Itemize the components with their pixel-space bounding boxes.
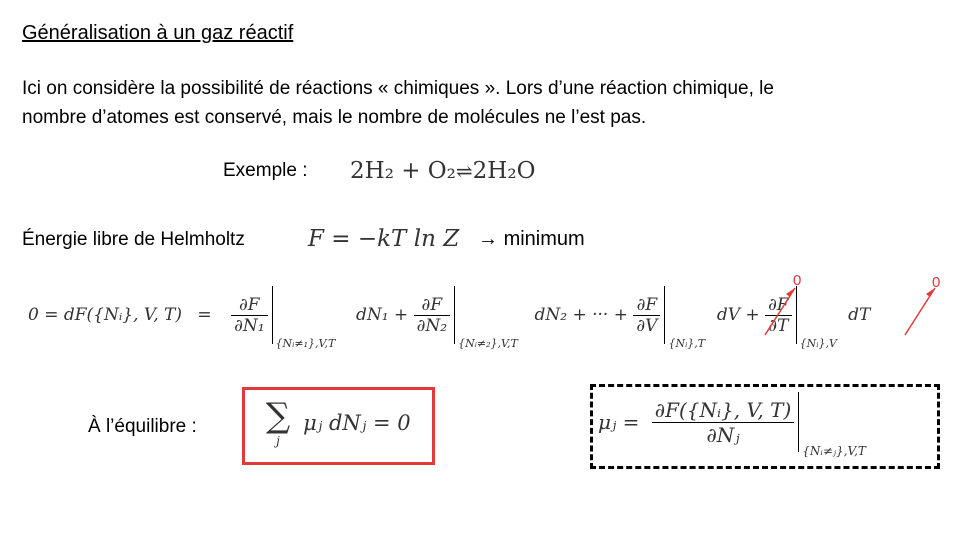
equilibrium-expression: μⱼ dNⱼ = 0	[303, 411, 411, 435]
term2-tail: dN₂ + ··· +	[534, 305, 628, 325]
zero-marker-dV: 0	[793, 272, 802, 289]
eval-bar-Nj: {Nᵢ≠ⱼ},V,T	[798, 392, 799, 452]
reaction-products: 2H₂O	[472, 158, 536, 184]
equals-sign: =	[197, 305, 212, 325]
equilibrium-formula	[262, 398, 411, 448]
term3-tail: dV +	[716, 305, 760, 325]
partial-F-T: $\frac{\partial F}{\partial T}$	[765, 295, 792, 336]
sum-symbol-icon: ∑	[265, 396, 291, 436]
arrowhead-dV-icon	[786, 288, 795, 297]
minimum-label: minimum	[503, 228, 585, 250]
sum-index: j	[276, 434, 280, 448]
eval-bar-T: {Nᵢ},V	[796, 286, 797, 344]
partial-F-V: $\frac{\partial F}{\partial V}$	[633, 295, 660, 336]
partial-F-Nj: $\frac{\text{∂F(\{Nᵢ\}, V, T)}}{\text{∂Nⱼ}}$	[652, 398, 795, 447]
equilibrium-arrow-icon: ⇌	[455, 159, 473, 183]
example-label: Exemple :	[223, 160, 308, 181]
chemical-potential-formula	[598, 392, 866, 458]
partial-F-N1: $\frac{\partial F}{\text{∂N₁}}$	[231, 295, 267, 336]
right-arrow-icon: →	[478, 228, 498, 250]
page-title: Généralisation à un gaz réactif	[22, 22, 294, 44]
zero-marker-dT: 0	[932, 274, 941, 291]
eval-bar-N2: {Nᵢ≠₂},V,T	[454, 286, 455, 344]
intro-line-1: Ici on considère la possibilité de réactions « chimiques ». Lors d’une réaction chimique, le	[22, 78, 774, 99]
dF-lhs: 0 = dF({Nᵢ}, V, T)	[28, 305, 182, 325]
eval-bar-V: {Nᵢ},T	[664, 286, 665, 344]
intro-line-2: nombre d’atomes est conservé, mais le nombre de molécules ne l’est pas.	[22, 107, 647, 128]
eval-bar-N1: {Nᵢ≠₁},V,T	[272, 286, 273, 344]
partial-F-N2: $\frac{\partial F}{\text{∂N₂}}$	[414, 295, 450, 336]
reaction-reactants: 2H₂ + O₂	[350, 158, 456, 184]
helmholtz-formula: F = −kT ln Z	[308, 226, 460, 252]
term4-tail: dT	[848, 305, 871, 325]
equilibrium-label: À l’équilibre :	[88, 416, 197, 437]
term1-tail: dN₁ +	[355, 305, 409, 325]
helmholtz-label: Énergie libre de Helmholtz	[22, 229, 245, 250]
mu-lhs: μⱼ =	[598, 410, 640, 434]
